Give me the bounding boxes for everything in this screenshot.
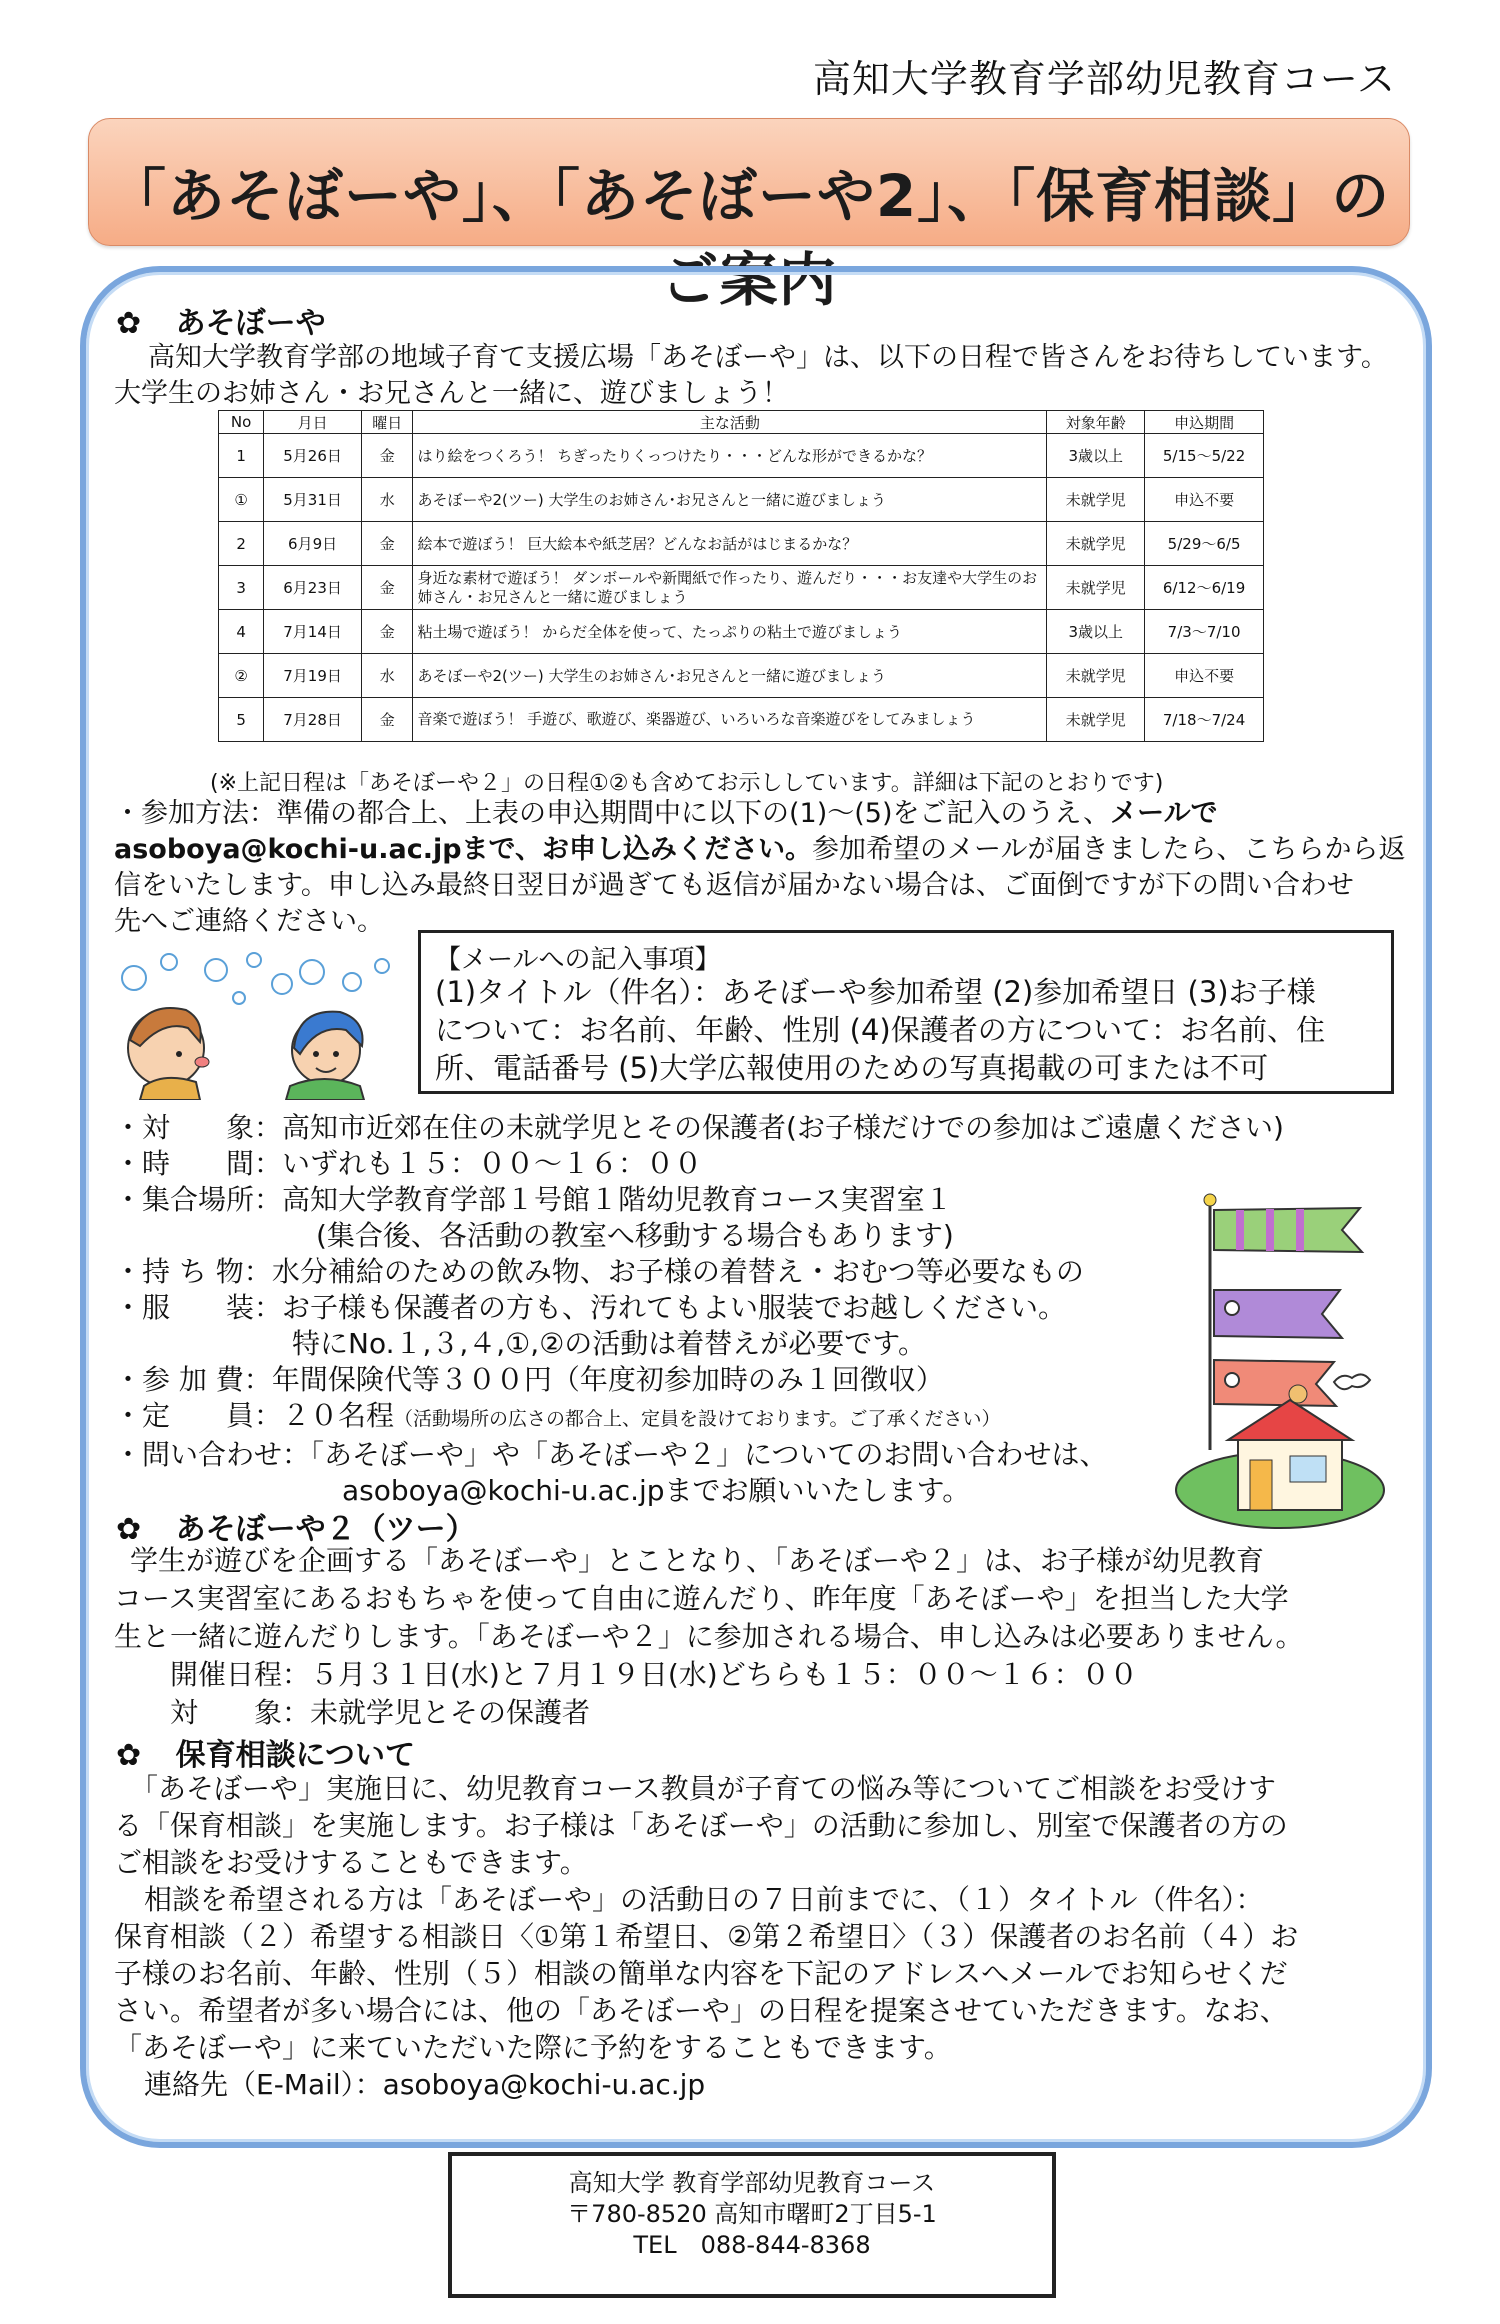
consultation-text: 「あそぼーや」実施日に、幼児教育コース教員が子育ての悩み等についてご相談をお受けす る「保育相談」を実施します。お子様は「あそぼーや」の活動に参加し、別室で保護者の方の ご相談をお受けすることもできます。 相談を希望される方は「あそぼーや」の活動日の７日前までに、（１）タイトル（件名）： 保育相談（２）希望する相談日〈①第１希望日、②第２希望日〉（３）保護者のお名前（４）お 子様のお名前、年齢、性別（５）相談の簡単な内容を下記のアドレスへメールでお知らせくだ さい。希望者が多い場合には、他の「あそぼーや」の日程を提案させていただきます。なお、 「あそぼーや」に来ていただいた際に予約をすることもできます。 連絡先（E-Mail）：asoboya@kochi-u.ac.jp: [114, 1772, 1299, 2101]
footer-org: 高知大学 教育学部幼児教育コース: [568, 2169, 936, 2197]
cell-date: 6月9日: [264, 522, 362, 566]
cell-activity: はり絵をつくろう！ ちぎったりくっつけたり・・・どんな形ができるかな？: [413, 434, 1047, 478]
table-row: [219, 610, 1264, 654]
intro-line-1: 高知大学教育学部の地域子育て支援広場「あそぼーや」は、以下の日程で皆さんをお待ちしています。: [148, 342, 1388, 373]
flower-icon: ✿: [116, 1512, 142, 1547]
asoboya2-description: 学生が遊びを企画する「あそぼーや」とことなり、「あそぼーや２」は、お子様が幼児教育 コース実習室にあるおもちゃを使って自由に遊んだり、昨年度「あそぼーや」を担当した大学 生と一緒に遊んだりします。「あそぼーや２」に参加される場合、申し込みは必要ありません。 開催日程：５月３１日(水)と７月１９日(水)どちらも１５：００〜１６：００ 対 象：未就学児とその保護者: [130, 1542, 1303, 1732]
table-row: [219, 522, 1264, 566]
cell-age: 未就学児: [1047, 478, 1145, 522]
cell-day: 金: [361, 522, 413, 566]
cell-no: ①: [219, 478, 264, 522]
schedule-table: [218, 410, 1264, 742]
asoboya2-target: 対 象：未就学児とその保護者: [170, 1696, 591, 1729]
mailbox-title: 【メールへの記入事項】: [435, 945, 721, 975]
info-row-place: ・集合場所：高知大学教育学部１号館１階幼児教育コース実習室１: [114, 1183, 953, 1216]
apply-instructions: ・参加方法：準備の都合上、上表の申込期間中に以下の(1)〜(5)をご記入のうえ、メールで asoboya@kochi-u.ac.jpまで、お申し込みください。参加希望のメールが届きましたら、こちらから返 信をいたします。申し込み最終日翌日が過ぎても返信が届かない場合は、ご面倒ですが下の問い合わせ 先へご連絡ください。: [114, 798, 1406, 937]
mailbox-line: (1)タイトル（件名）：あそぼーや参加希望 (2)参加希望日 (3)お子様: [435, 975, 1316, 1009]
cell-day: 金: [361, 610, 413, 654]
info-row-capacity: ・定 員：２０名程（活動場所の広さの都合上、定員を設けております。ご了承ください）: [114, 1399, 1001, 1432]
cell-date: 7月19日: [264, 654, 362, 698]
cell-date: 5月26日: [264, 434, 362, 478]
info-row-contact: ・問い合わせ：「あそぼーや」や「あそぼーや２」についてのお問い合わせは、: [114, 1438, 1108, 1471]
footer-phone: TEL 088-844-8368: [633, 2231, 871, 2259]
info-row-target: ・対 象：高知市近郊在住の未就学児とその保護者(お子様だけでの参加はご遠慮ください): [114, 1111, 1284, 1144]
cell-date: 7月28日: [264, 698, 362, 742]
footer-address: 〒780-8520 高知市曙町2丁目5-1: [567, 2200, 937, 2228]
info-row-belongings: ・持 ち 物：水分補給のための飲み物、お子様の着替え・おむつ等必要なもの: [114, 1255, 1084, 1288]
title-banner: [88, 118, 1410, 314]
info-row-fee: ・参 加 費：年間保険代等３００円（年度初参加時のみ１回徴収）: [114, 1363, 944, 1396]
flower-icon: ✿: [116, 306, 142, 341]
cell-no: 3: [219, 566, 264, 610]
cell-activity: あそぼーや2(ツー) 大学生のお姉さん･お兄さんと一緒に遊びましょう: [413, 654, 1047, 698]
cell-activity: 音楽で遊ぼう！ 手遊び、歌遊び、楽器遊び、いろいろな音楽遊びをしてみましょう: [413, 698, 1047, 742]
cell-period: 申込不要: [1145, 478, 1264, 522]
info-row-place-note: (集合後、各活動の教室へ移動する場合もあります): [288, 1219, 954, 1252]
table-row: [219, 566, 1264, 610]
col-date: 月日: [264, 411, 362, 434]
table-row: [219, 698, 1264, 742]
cell-activity: 粘土場で遊ぼう！ からだ全体を使って、たっぷりの粘土で遊びましょう: [413, 610, 1047, 654]
table-row: [219, 654, 1264, 698]
cell-date: 5月31日: [264, 478, 362, 522]
cell-period: 6/12〜6/19: [1145, 566, 1264, 610]
flower-icon: ✿: [116, 1738, 142, 1773]
section-heading-asoboya2: ✿ あそぼーや２（ツー）: [116, 1512, 476, 1547]
mail-requirements-box: [418, 930, 1394, 1094]
cell-date: 6月23日: [264, 566, 362, 610]
info-row-time: ・時 間：いずれも１５：００〜１６：００: [114, 1147, 703, 1180]
cell-activity: 絵本で遊ぼう！ 巨大絵本や紙芝居？どんなお話がはじまるかな？: [413, 522, 1047, 566]
col-no: No: [219, 411, 264, 434]
contact-email[interactable]: 連絡先（E-Mail）：asoboya@kochi-u.ac.jp: [144, 2068, 706, 2101]
col-day: 曜日: [361, 411, 413, 434]
schedule-note: (※上記日程は「あそぼーや２」の日程①②も含めてお示ししています。詳細は下記のとおりです): [210, 771, 1164, 796]
cell-day: 水: [361, 654, 413, 698]
cell-period: 7/3〜7/10: [1145, 610, 1264, 654]
event-info-list: [114, 1110, 1284, 1509]
table-row: [219, 434, 1264, 478]
footer-address-box: [448, 2152, 1056, 2298]
cell-age: 未就学児: [1047, 654, 1145, 698]
cell-age: 3歳以上: [1047, 434, 1145, 478]
table-row: [219, 478, 1264, 522]
cell-day: 水: [361, 478, 413, 522]
asoboya2-dates: 開催日程：５月３１日(水)と７月１９日(水)どちらも１５：００〜１６：００: [170, 1658, 1138, 1691]
cell-day: 金: [361, 434, 413, 478]
intro-line-2: 大学生のお姉さん・お兄さんと一緒に、遊びましょう！: [114, 378, 789, 409]
col-activity: 主な活動: [413, 411, 1047, 434]
cell-period: 5/15〜5/22: [1145, 434, 1264, 478]
info-row-clothes: ・服 装：お子様も保護者の方も、汚れてもよい服装でお越しください。: [114, 1291, 1067, 1324]
info-row-contact-email: asoboya@kochi-u.ac.jpまでお願いいたします。: [342, 1474, 971, 1507]
mailbox-line: について：お名前、年齢、性別 (4)保護者の方について：お名前、住: [435, 1013, 1326, 1047]
section-heading-consultation: ✿ 保育相談について: [116, 1738, 415, 1773]
cell-activity: 身近な素材で遊ぼう！ ダンボールや新聞紙で作ったり、遊んだり・・・お友達や大学生のお姉さん・お兄さんと一緒に遊びましょう: [413, 566, 1047, 610]
section-heading-asoboya: ✿ あそぼーや: [116, 306, 326, 341]
cell-period: 5/29〜6/5: [1145, 522, 1264, 566]
cell-date: 7月14日: [264, 610, 362, 654]
cell-period: 7/18〜7/24: [1145, 698, 1264, 742]
table-header-row: [219, 411, 1264, 434]
page-org-title: 高知大学教育学部幼児教育コース: [812, 57, 1396, 101]
cell-no: 1: [219, 434, 264, 478]
cell-no: 5: [219, 698, 264, 742]
cell-day: 金: [361, 566, 413, 610]
mailbox-line: 所、電話番号 (5)大学広報使用のための写真掲載の可または不可: [435, 1051, 1269, 1085]
banner-title: 「あそぼーや」、「あそぼーや2」、「保育相談」のご案内: [107, 162, 1391, 314]
cell-age: 3歳以上: [1047, 610, 1145, 654]
email-link[interactable]: asoboya@kochi-u.ac.jpまで、お申し込みください。: [114, 834, 813, 865]
cell-no: 2: [219, 522, 264, 566]
col-period: 申込期間: [1145, 411, 1264, 434]
cell-day: 金: [361, 698, 413, 742]
cell-age: 未就学児: [1047, 698, 1145, 742]
cell-no: 4: [219, 610, 264, 654]
cell-no: ②: [219, 654, 264, 698]
cell-age: 未就学児: [1047, 522, 1145, 566]
col-age: 対象年齢: [1047, 411, 1145, 434]
cell-age: 未就学児: [1047, 566, 1145, 610]
info-row-clothes-note: 特にNo.１,３,４,①,②の活動は着替えが必要です。: [292, 1327, 927, 1360]
cell-period: 申込不要: [1145, 654, 1264, 698]
cell-activity: あそぼーや2(ツー) 大学生のお姉さん･お兄さんと一緒に遊びましょう: [413, 478, 1047, 522]
carp-streamer-house-illustration: [1170, 1190, 1390, 1530]
children-bubbles-illustration: [104, 950, 404, 1100]
